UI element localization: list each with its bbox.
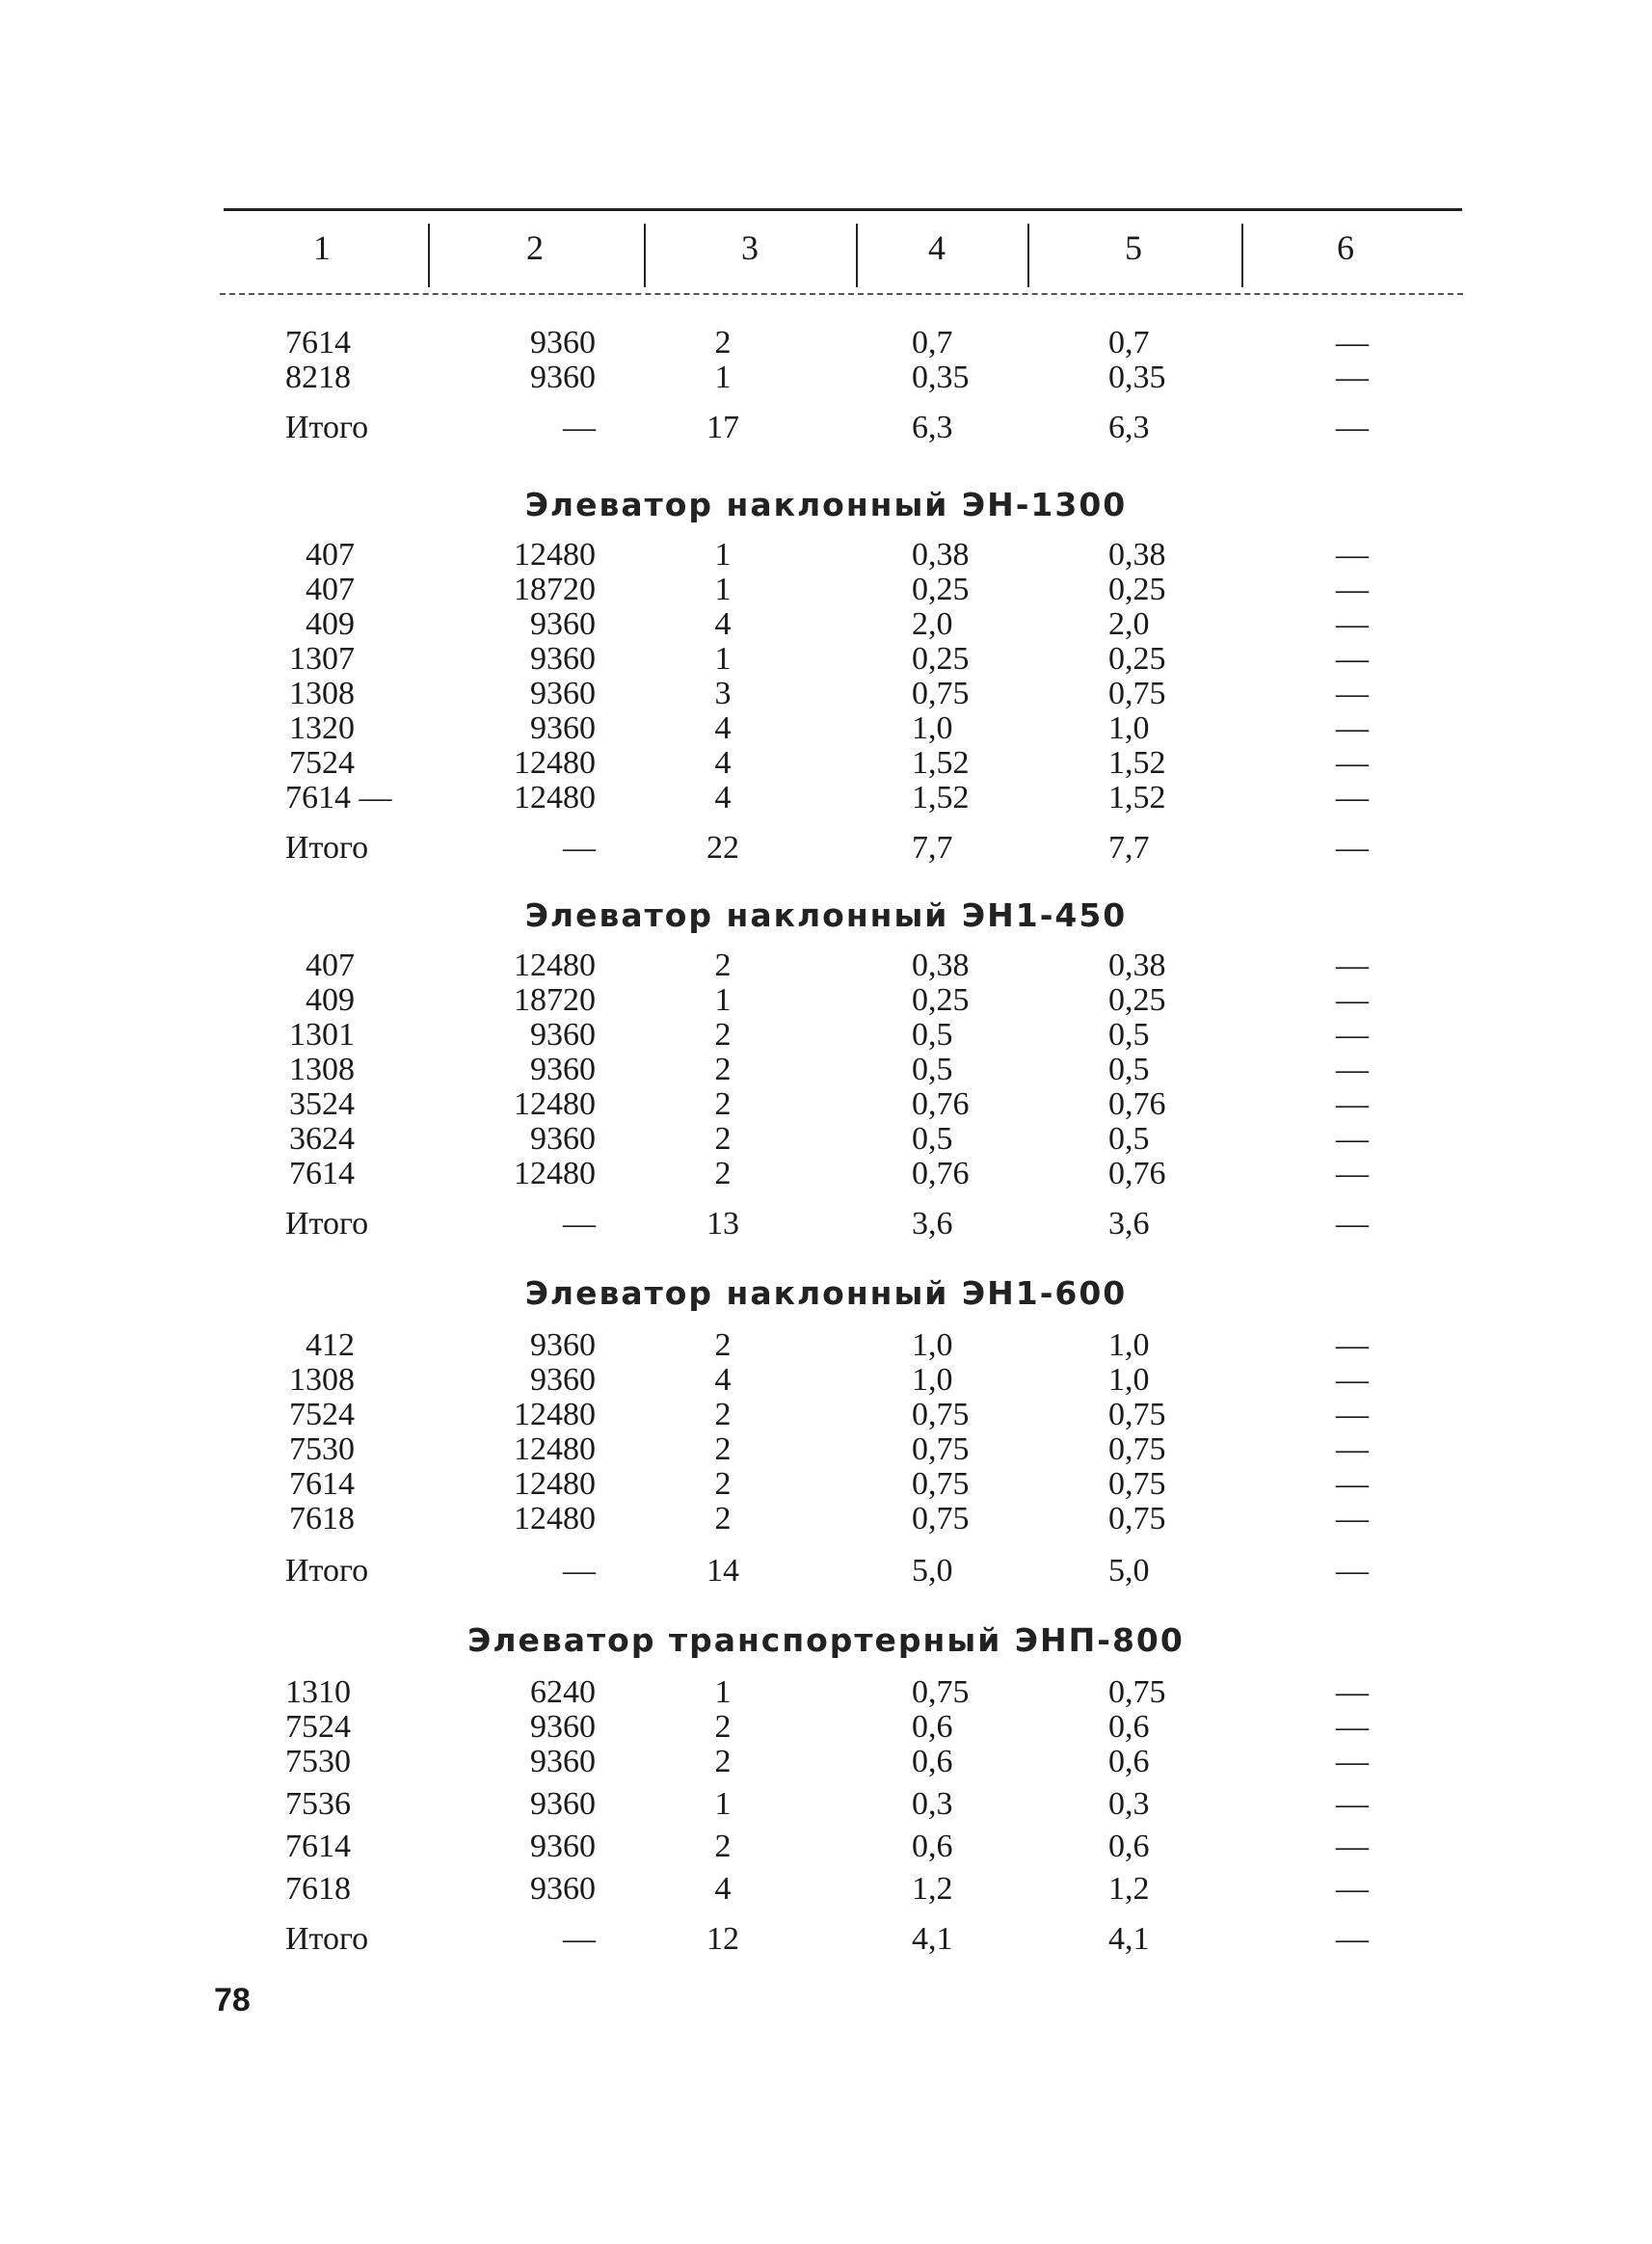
- cell-col-1: 1307: [289, 641, 355, 677]
- cell-col-6: —: [1336, 1709, 1369, 1745]
- cell-col-5: 0,6: [1108, 1744, 1150, 1779]
- header-col-6: 6: [1337, 228, 1354, 267]
- cell-col-2: 9360: [530, 606, 596, 642]
- total-row: [0, 1207, 1652, 1242]
- cell-col-3: 4: [714, 745, 732, 781]
- cell-col-1: 1308: [289, 1362, 355, 1398]
- cell-col-6: —: [1336, 830, 1369, 866]
- cell-col-5: 5,0: [1108, 1553, 1150, 1589]
- cell-col-2: 9360: [530, 1327, 596, 1363]
- cell-col-1: 7614: [285, 325, 351, 361]
- cell-col-5: 0,75: [1108, 1466, 1166, 1502]
- cell-col-6: —: [1336, 1121, 1369, 1157]
- cell-col-6: —: [1336, 1829, 1369, 1864]
- cell-col-6: —: [1336, 780, 1369, 815]
- cell-col-5: 0,75: [1108, 1397, 1166, 1432]
- cell-col-4: 0,75: [912, 1466, 970, 1502]
- cell-col-5: 0,25: [1108, 572, 1166, 607]
- cell-col-3: 4: [714, 710, 732, 746]
- cell-col-6: —: [1336, 1362, 1369, 1398]
- total-label: Итого: [285, 410, 369, 445]
- cell-col-6: —: [1336, 537, 1369, 573]
- cell-col-3: 14: [706, 1553, 739, 1589]
- cell-col-3: 2: [714, 1052, 732, 1087]
- cell-col-1: 7614: [289, 1156, 355, 1191]
- cell-col-6: —: [1336, 1327, 1369, 1363]
- cell-col-2: 12480: [514, 948, 596, 983]
- cell-col-4: 0,38: [912, 537, 970, 573]
- cell-col-4: 0,75: [912, 676, 970, 711]
- cell-col-1: 1308: [289, 1052, 355, 1087]
- table-row: [0, 326, 1652, 361]
- cell-col-2: 18720: [514, 982, 596, 1018]
- cell-col-1: 7530: [289, 1431, 355, 1467]
- cell-col-3: 2: [714, 948, 732, 983]
- table-row: [0, 642, 1652, 677]
- table-row: [0, 1087, 1652, 1122]
- section-title: Элеватор наклонный ЭН1-600: [524, 1274, 1128, 1312]
- cell-col-3: 1: [714, 360, 732, 395]
- table-row: [0, 607, 1652, 642]
- cell-col-4: 1,52: [912, 745, 970, 781]
- cell-col-3: 2: [714, 1156, 732, 1191]
- table-row: [0, 1787, 1652, 1822]
- cell-col-4: 5,0: [912, 1553, 953, 1589]
- cell-col-2: —: [563, 830, 596, 866]
- total-row: [0, 831, 1652, 866]
- cell-col-1: 3524: [289, 1086, 355, 1122]
- cell-col-4: 0,6: [912, 1744, 953, 1779]
- cell-col-2: 9360: [530, 1786, 596, 1822]
- cell-col-4: 0,75: [912, 1674, 970, 1710]
- table-row: [0, 1872, 1652, 1907]
- cell-col-1: 1301: [289, 1017, 355, 1053]
- cell-col-2: 12480: [514, 1397, 596, 1432]
- header-col-4: 4: [928, 228, 946, 267]
- cell-col-5: 1,0: [1108, 1362, 1150, 1398]
- cell-col-2: —: [563, 1206, 596, 1242]
- cell-col-5: 0,7: [1108, 325, 1150, 361]
- cell-col-3: 2: [714, 1744, 732, 1779]
- cell-col-5: 0,3: [1108, 1786, 1150, 1822]
- cell-col-2: 9360: [530, 1017, 596, 1053]
- cell-col-3: 2: [714, 1017, 732, 1053]
- cell-col-5: 0,6: [1108, 1829, 1150, 1864]
- cell-col-6: —: [1336, 1086, 1369, 1122]
- cell-col-2: 9360: [530, 325, 596, 361]
- cell-col-2: 18720: [514, 572, 596, 607]
- cell-col-6: —: [1336, 1501, 1369, 1536]
- cell-col-6: —: [1336, 1871, 1369, 1907]
- cell-col-6: —: [1336, 948, 1369, 983]
- cell-col-3: 2: [714, 1829, 732, 1864]
- cell-col-3: 12: [706, 1921, 739, 1957]
- table-row: [0, 573, 1652, 607]
- cell-col-5: 0,6: [1108, 1709, 1150, 1745]
- cell-col-5: 0,76: [1108, 1156, 1166, 1191]
- cell-col-4: 1,0: [912, 1362, 953, 1398]
- cell-col-4: 0,5: [912, 1052, 953, 1087]
- column-separator: [428, 224, 430, 287]
- page-number: 78: [214, 1982, 251, 2018]
- cell-col-3: 1: [714, 537, 732, 573]
- cell-col-1: 7614: [285, 1829, 351, 1864]
- section-title: Элеватор наклонный ЭН1-450: [524, 896, 1128, 934]
- cell-col-6: —: [1336, 360, 1369, 395]
- cell-col-2: 12480: [514, 1466, 596, 1502]
- cell-col-5: 0,35: [1108, 360, 1166, 395]
- cell-col-4: 0,6: [912, 1709, 953, 1745]
- table-row: [0, 1398, 1652, 1432]
- cell-col-1: 409: [306, 982, 355, 1018]
- cell-col-6: —: [1336, 1156, 1369, 1191]
- cell-col-4: 0,25: [912, 572, 970, 607]
- section-title: Элеватор наклонный ЭН-1300: [524, 486, 1128, 523]
- cell-col-2: —: [563, 1553, 596, 1589]
- cell-col-6: —: [1336, 1206, 1369, 1242]
- cell-col-6: —: [1336, 710, 1369, 746]
- cell-col-3: 1: [714, 1786, 732, 1822]
- cell-col-2: 12480: [514, 1431, 596, 1467]
- table-row: [0, 983, 1652, 1018]
- cell-col-4: 0,35: [912, 360, 970, 395]
- cell-col-6: —: [1336, 1674, 1369, 1710]
- table-row: [0, 1053, 1652, 1087]
- cell-col-6: —: [1336, 410, 1369, 445]
- cell-col-2: 12480: [514, 1086, 596, 1122]
- cell-col-5: 0,75: [1108, 676, 1166, 711]
- cell-col-2: 12480: [514, 780, 596, 815]
- cell-col-6: —: [1336, 1921, 1369, 1957]
- cell-col-2: 9360: [530, 641, 596, 677]
- cell-col-5: 0,5: [1108, 1017, 1150, 1053]
- cell-col-2: 9360: [530, 1744, 596, 1779]
- table-row: [0, 948, 1652, 983]
- cell-col-4: 0,75: [912, 1501, 970, 1536]
- table-row: [0, 1745, 1652, 1779]
- cell-col-1: 7614: [289, 1466, 355, 1502]
- table-row: [0, 1830, 1652, 1864]
- table-header: [0, 214, 1652, 291]
- cell-col-6: —: [1336, 676, 1369, 711]
- section-title: Элеватор транспортерный ЭНП-800: [467, 1621, 1185, 1659]
- cell-col-4: 0,75: [912, 1431, 970, 1467]
- cell-col-5: 3,6: [1108, 1206, 1150, 1242]
- cell-col-1: 7618: [285, 1871, 351, 1907]
- cell-col-1: 7524: [289, 745, 355, 781]
- cell-col-3: 2: [714, 1121, 732, 1157]
- cell-col-1: 7524: [285, 1709, 351, 1745]
- cell-col-4: 0,25: [912, 641, 970, 677]
- cell-col-5: 6,3: [1108, 410, 1150, 445]
- cell-col-6: —: [1336, 1466, 1369, 1502]
- cell-col-6: —: [1336, 1744, 1369, 1779]
- cell-col-3: 2: [714, 1327, 732, 1363]
- cell-col-3: 1: [714, 982, 732, 1018]
- cell-col-3: 22: [706, 830, 739, 866]
- cell-col-1: 7618: [289, 1501, 355, 1536]
- total-label: Итого: [285, 1921, 369, 1957]
- cell-col-4: 0,3: [912, 1786, 953, 1822]
- cell-col-5: 1,2: [1108, 1871, 1150, 1907]
- total-label: Итого: [285, 1206, 369, 1242]
- total-label: Итого: [285, 830, 369, 866]
- cell-col-3: 1: [714, 641, 732, 677]
- cell-col-6: —: [1336, 572, 1369, 607]
- table-row: [0, 677, 1652, 711]
- cell-col-4: 0,75: [912, 1397, 970, 1432]
- column-separator: [1027, 224, 1029, 287]
- table-row: [0, 1018, 1652, 1053]
- cell-col-3: 4: [714, 780, 732, 815]
- cell-col-6: —: [1336, 325, 1369, 361]
- cell-col-2: —: [563, 410, 596, 445]
- cell-col-4: 6,3: [912, 410, 953, 445]
- table-row: [0, 1467, 1652, 1502]
- table-row: [0, 361, 1652, 395]
- cell-col-6: —: [1336, 1017, 1369, 1053]
- cell-col-5: 0,76: [1108, 1086, 1166, 1122]
- cell-col-4: 3,6: [912, 1206, 953, 1242]
- table-row: [0, 538, 1652, 573]
- table-row: [0, 1363, 1652, 1398]
- cell-col-2: 9360: [530, 710, 596, 746]
- cell-col-4: 1,2: [912, 1871, 953, 1907]
- cell-col-4: 0,76: [912, 1086, 970, 1122]
- cell-col-1: 8218: [285, 360, 351, 395]
- cell-col-4: 0,5: [912, 1017, 953, 1053]
- cell-col-5: 0,25: [1108, 641, 1166, 677]
- cell-col-3: 17: [706, 410, 739, 445]
- cell-col-4: 0,38: [912, 948, 970, 983]
- table-row: [0, 1157, 1652, 1191]
- cell-col-3: 2: [714, 325, 732, 361]
- header-col-2: 2: [526, 228, 544, 267]
- cell-col-4: 0,76: [912, 1156, 970, 1191]
- cell-col-6: —: [1336, 1052, 1369, 1087]
- cell-col-6: —: [1336, 1553, 1369, 1589]
- total-row: [0, 1554, 1652, 1589]
- cell-col-5: 1,52: [1108, 780, 1166, 815]
- cell-col-4: 4,1: [912, 1921, 953, 1957]
- cell-col-2: 9360: [530, 1121, 596, 1157]
- cell-col-3: 4: [714, 606, 732, 642]
- cell-col-6: —: [1336, 1431, 1369, 1467]
- cell-col-1: 7524: [289, 1397, 355, 1432]
- table-row: [0, 1502, 1652, 1536]
- cell-col-3: 13: [706, 1206, 739, 1242]
- cell-col-2: 12480: [514, 537, 596, 573]
- cell-col-1: 412: [306, 1327, 355, 1363]
- cell-col-4: 0,5: [912, 1121, 953, 1157]
- cell-col-4: 1,0: [912, 710, 953, 746]
- cell-col-3: 2: [714, 1397, 732, 1432]
- cell-col-5: 7,7: [1108, 830, 1150, 866]
- column-separator: [1241, 224, 1243, 287]
- cell-col-1: 1310: [285, 1674, 351, 1710]
- cell-col-5: 0,5: [1108, 1121, 1150, 1157]
- table-row: [0, 746, 1652, 781]
- cell-col-4: 1,52: [912, 780, 970, 815]
- cell-col-5: 0,5: [1108, 1052, 1150, 1087]
- cell-col-5: 4,1: [1108, 1921, 1150, 1957]
- cell-col-1: 1308: [289, 676, 355, 711]
- cell-col-4: 0,25: [912, 982, 970, 1018]
- cell-col-5: 0,75: [1108, 1501, 1166, 1536]
- total-row: [0, 411, 1652, 445]
- table-row: [0, 1328, 1652, 1363]
- cell-col-2: 12480: [514, 1156, 596, 1191]
- cell-col-5: 0,38: [1108, 948, 1166, 983]
- cell-col-4: 0,7: [912, 325, 953, 361]
- cell-col-2: 9360: [530, 1709, 596, 1745]
- cell-col-5: 0,75: [1108, 1431, 1166, 1467]
- cell-col-4: 2,0: [912, 606, 953, 642]
- cell-col-6: —: [1336, 982, 1369, 1018]
- table-top-rule: [224, 208, 1462, 211]
- cell-col-3: 4: [714, 1871, 732, 1907]
- cell-col-1: 7530: [285, 1744, 351, 1779]
- total-row: [0, 1922, 1652, 1957]
- cell-col-4: 1,0: [912, 1327, 953, 1363]
- cell-col-6: —: [1336, 606, 1369, 642]
- cell-col-3: 2: [714, 1501, 732, 1536]
- cell-col-1: 7614 —: [285, 780, 392, 815]
- cell-col-3: 4: [714, 1362, 732, 1398]
- table-row: [0, 1675, 1652, 1710]
- cell-col-5: 1,0: [1108, 1327, 1150, 1363]
- cell-col-5: 0,75: [1108, 1674, 1166, 1710]
- cell-col-2: 9360: [530, 360, 596, 395]
- cell-col-4: 7,7: [912, 830, 953, 866]
- column-separator: [644, 224, 646, 287]
- cell-col-2: 12480: [514, 1501, 596, 1536]
- cell-col-1: 1320: [289, 710, 355, 746]
- table-row: [0, 711, 1652, 746]
- column-separator: [856, 224, 858, 287]
- cell-col-5: 2,0: [1108, 606, 1150, 642]
- cell-col-1: 409: [306, 606, 355, 642]
- cell-col-2: 9360: [530, 1829, 596, 1864]
- header-col-1: 1: [313, 228, 331, 267]
- cell-col-3: 2: [714, 1086, 732, 1122]
- table-header-rule: [220, 293, 1463, 295]
- cell-col-6: —: [1336, 641, 1369, 677]
- cell-col-1: 407: [306, 572, 355, 607]
- cell-col-4: 0,6: [912, 1829, 953, 1864]
- cell-col-5: 1,0: [1108, 710, 1150, 746]
- cell-col-5: 1,52: [1108, 745, 1166, 781]
- total-label: Итого: [285, 1553, 369, 1589]
- cell-col-2: 12480: [514, 745, 596, 781]
- cell-col-2: 9360: [530, 676, 596, 711]
- cell-col-3: 2: [714, 1431, 732, 1467]
- table-row: [0, 1122, 1652, 1157]
- cell-col-3: 1: [714, 572, 732, 607]
- cell-col-2: 9360: [530, 1052, 596, 1087]
- cell-col-3: 1: [714, 1674, 732, 1710]
- cell-col-2: 9360: [530, 1362, 596, 1398]
- cell-col-1: 407: [306, 948, 355, 983]
- cell-col-6: —: [1336, 745, 1369, 781]
- cell-col-1: 407: [306, 537, 355, 573]
- cell-col-1: 7536: [285, 1786, 351, 1822]
- header-col-5: 5: [1125, 228, 1142, 267]
- header-col-3: 3: [741, 228, 759, 267]
- cell-col-6: —: [1336, 1397, 1369, 1432]
- cell-col-3: 3: [714, 676, 732, 711]
- table-row: [0, 1710, 1652, 1745]
- cell-col-3: 2: [714, 1709, 732, 1745]
- cell-col-3: 2: [714, 1466, 732, 1502]
- cell-col-1: 3624: [289, 1121, 355, 1157]
- cell-col-5: 0,38: [1108, 537, 1166, 573]
- cell-col-6: —: [1336, 1786, 1369, 1822]
- table-row: [0, 781, 1652, 815]
- table-row: [0, 1432, 1652, 1467]
- cell-col-5: 0,25: [1108, 982, 1166, 1018]
- cell-col-2: 9360: [530, 1871, 596, 1907]
- cell-col-2: —: [563, 1921, 596, 1957]
- cell-col-2: 6240: [530, 1674, 596, 1710]
